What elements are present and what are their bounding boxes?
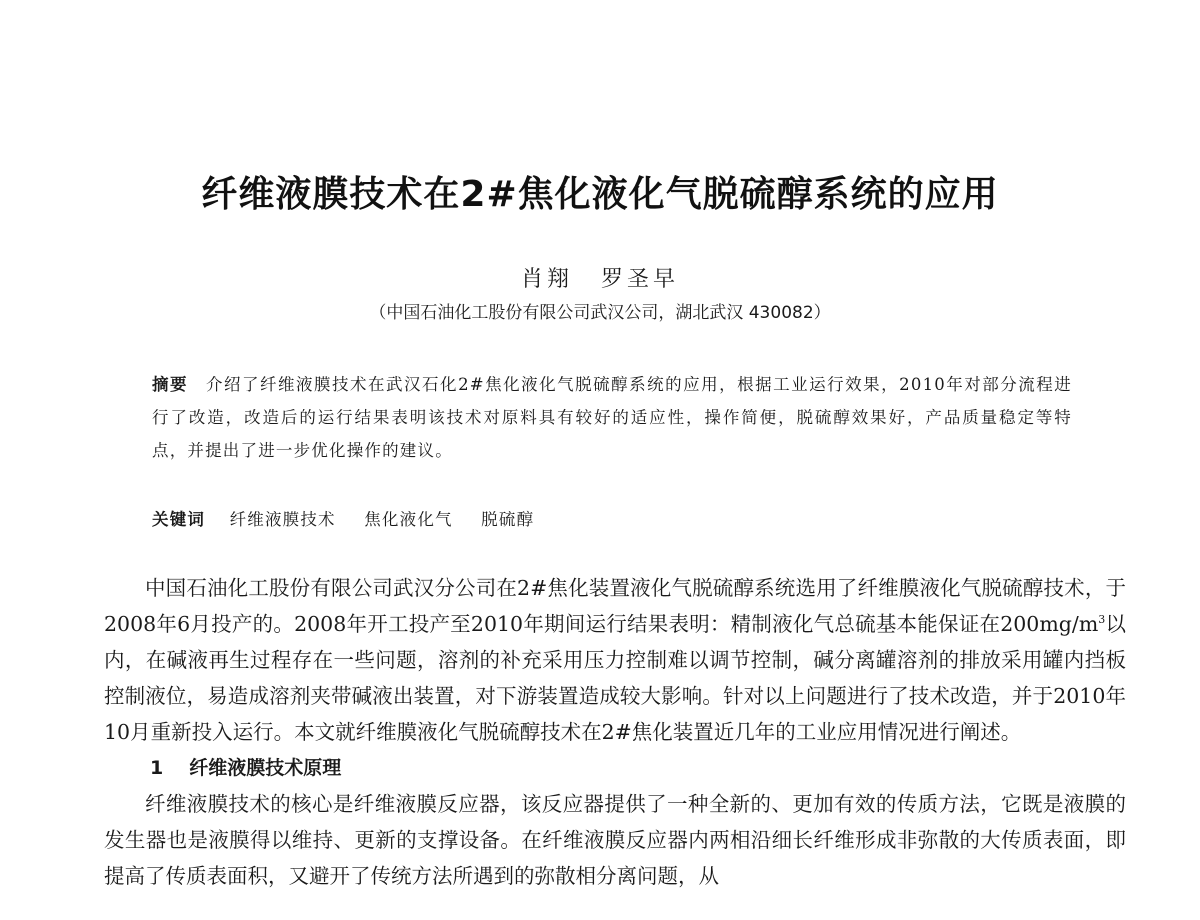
superscript: 3 [1098,613,1106,626]
abstract-text: 介绍了纤维液膜技术在武汉石化2#焦化液化气脱硫醇系统的应用，根据工业运行效果，2010年对部分流程进行了改造，改造后的运行结果表明该技术对原料具有较好的适应性，操作简便，脱硫醇效果好，产品质量稳定等特点，并提出了进一步优化操作的建议。 [152,375,1072,460]
keywords-block [152,506,1072,530]
keywords-label: 关键词 [152,510,206,529]
section-paragraph: 纤维液膜技术的核心是纤维液膜反应器，该反应器提供了一种全新的、更加有效的传质方法，它既是液膜的发生器也是液膜得以维持、更新的支撑设备。在纤维液膜反应器内两相沿细长纤维形成非弥散的大传质表面，即提高了传质表面积，又避开了传统方法所遇到的弥散相分离问题，从 [104,792,1126,888]
section-heading [104,750,1126,786]
keyword: 纤维液膜技术 [229,510,336,529]
author-affiliation: （中国石油化工股份有限公司武汉公司，湖北武汉 430082） [369,303,831,323]
abstract-label: 摘要 [152,375,189,394]
abstract-block [152,368,1072,467]
body-text [104,570,1126,894]
author-name: 罗圣早 [601,267,680,292]
paper-title: 纤维液膜技术在2#焦化液化气脱硫醇系统的应用 [201,174,999,215]
keyword: 焦化液化气 [364,510,453,529]
section-title: 纤维液膜技术原理 [189,757,342,779]
intro-paragraph [104,570,1126,750]
author-list [0,262,1200,293]
author-name: 肖翔 [520,267,573,292]
intro-text-part1: 中国石油化工股份有限公司武汉分公司在2#焦化装置液化气脱硫醇系统选用了纤维膜液化气脱硫醇技术，于2008年6月投产的。2008年开工投产至2010年期间运行结果表明：精制液化气总硫基本能保证在200mg/m [104,576,1126,636]
section-number: 1 [150,757,164,779]
keyword: 脱硫醇 [481,510,535,529]
intro-text-part2: 以内，在碱液再生过程存在一些问题，溶剂的补充采用压力控制难以调节控制，碱分离罐溶剂的排放采用罐内挡板控制液位，易造成溶剂夹带碱液出装置，对下游装置造成较大影响。针对以上问题进行了技术改造，并于2010年10月重新投入运行。本文就纤维膜液化气脱硫醇技术在2#焦化装置近几年的工业应用情况进行阐述。 [104,612,1127,744]
